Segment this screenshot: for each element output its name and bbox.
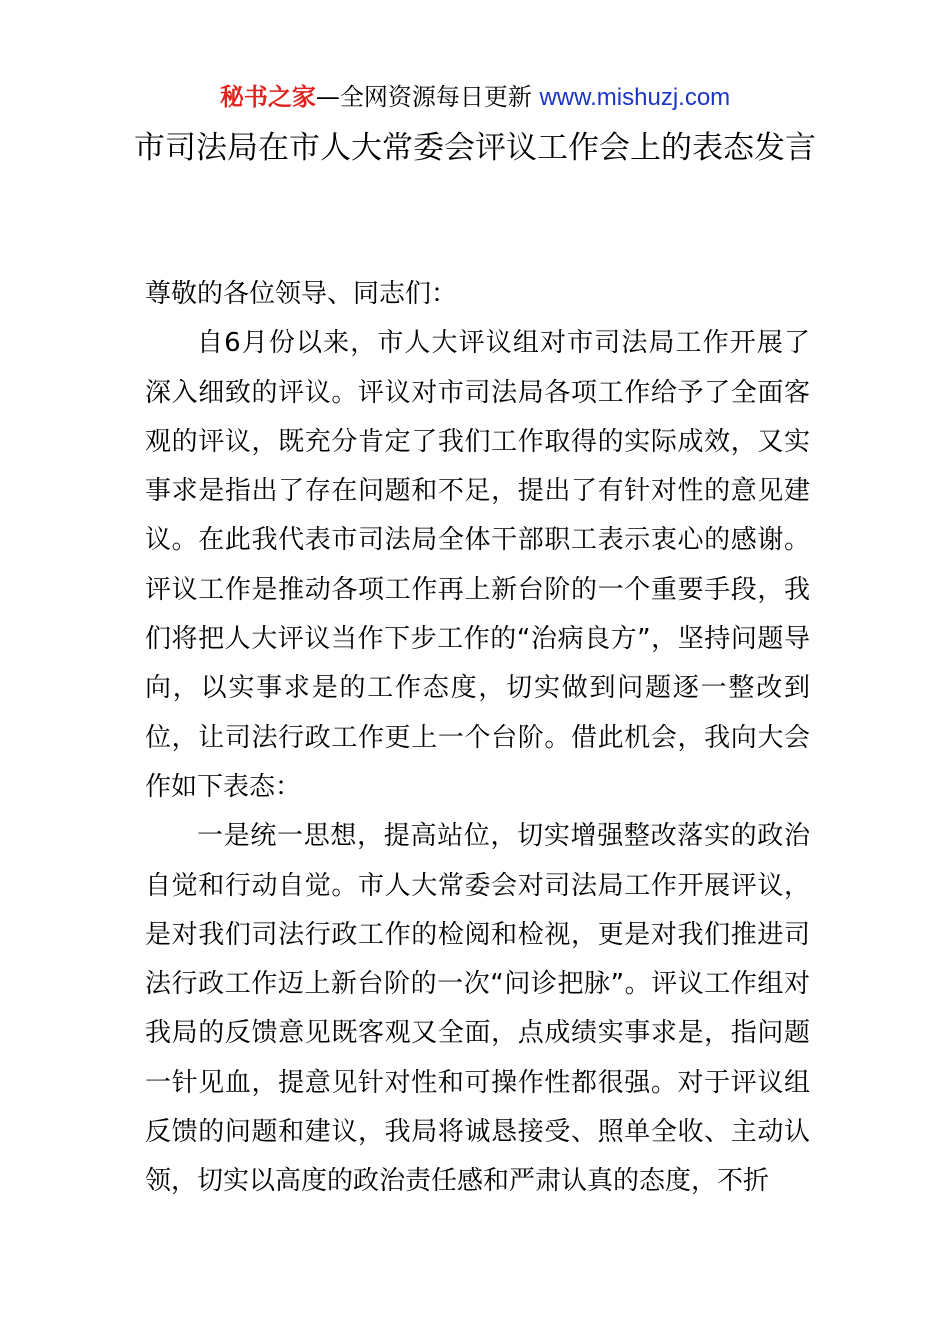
salutation: 尊敬的各位领导、同志们： — [145, 279, 458, 309]
site-tagline: —全网资源每日更新 — [315, 83, 540, 111]
site-url-link[interactable]: www.mishuzj.com — [539, 84, 731, 111]
body-paragraph-1: 自6月份以来，市人大评议组对市司法局工作开展了深入细致的评议。评议对市司法局各项工作给予了全面客观的评议，既充分肯定了我们工作取得的实际成效，又实事求是指出了存在问题和不足，提出了有针对性的意见建议。在此我代表市司法局全体干部职工表示衷心的感谢。评议工作是推动各项工作再上新台阶的一个重要手段，我们将把人大评议当作下步工作的“治病良方”，坚持问题导向，以实事求是的工作态度，切实做到问题逐一整改到位，让司法行政工作更上一个台阶。借此机会，我向大会作如下表态： — [145, 328, 810, 802]
site-brand: 秘书之家 — [219, 83, 316, 111]
document-title: 市司法局在市人大常委会评议工作会上的表态发言 — [134, 130, 816, 166]
document-body — [145, 270, 810, 1207]
body-paragraph-2: 一是统一思想，提高站位，切实增强整改落实的政治自觉和行动自觉。市人大常委会对司法局工作开展评议，是对我们司法行政工作的检阅和检视，更是对我们推进司法行政工作迈上新台阶的一次“问诊把脉”。评议工作组对我局的反馈意见既客观又全面，点成绩实事求是，指问题一针见血，提意见针对性和可操作性都很强。对于评议组反馈的问题和建议，我局将诚恳接受、照单全收、主动认领，切实以高度的政治责任感和严肃认真的态度，不折 — [145, 821, 810, 1197]
site-header — [0, 80, 950, 115]
